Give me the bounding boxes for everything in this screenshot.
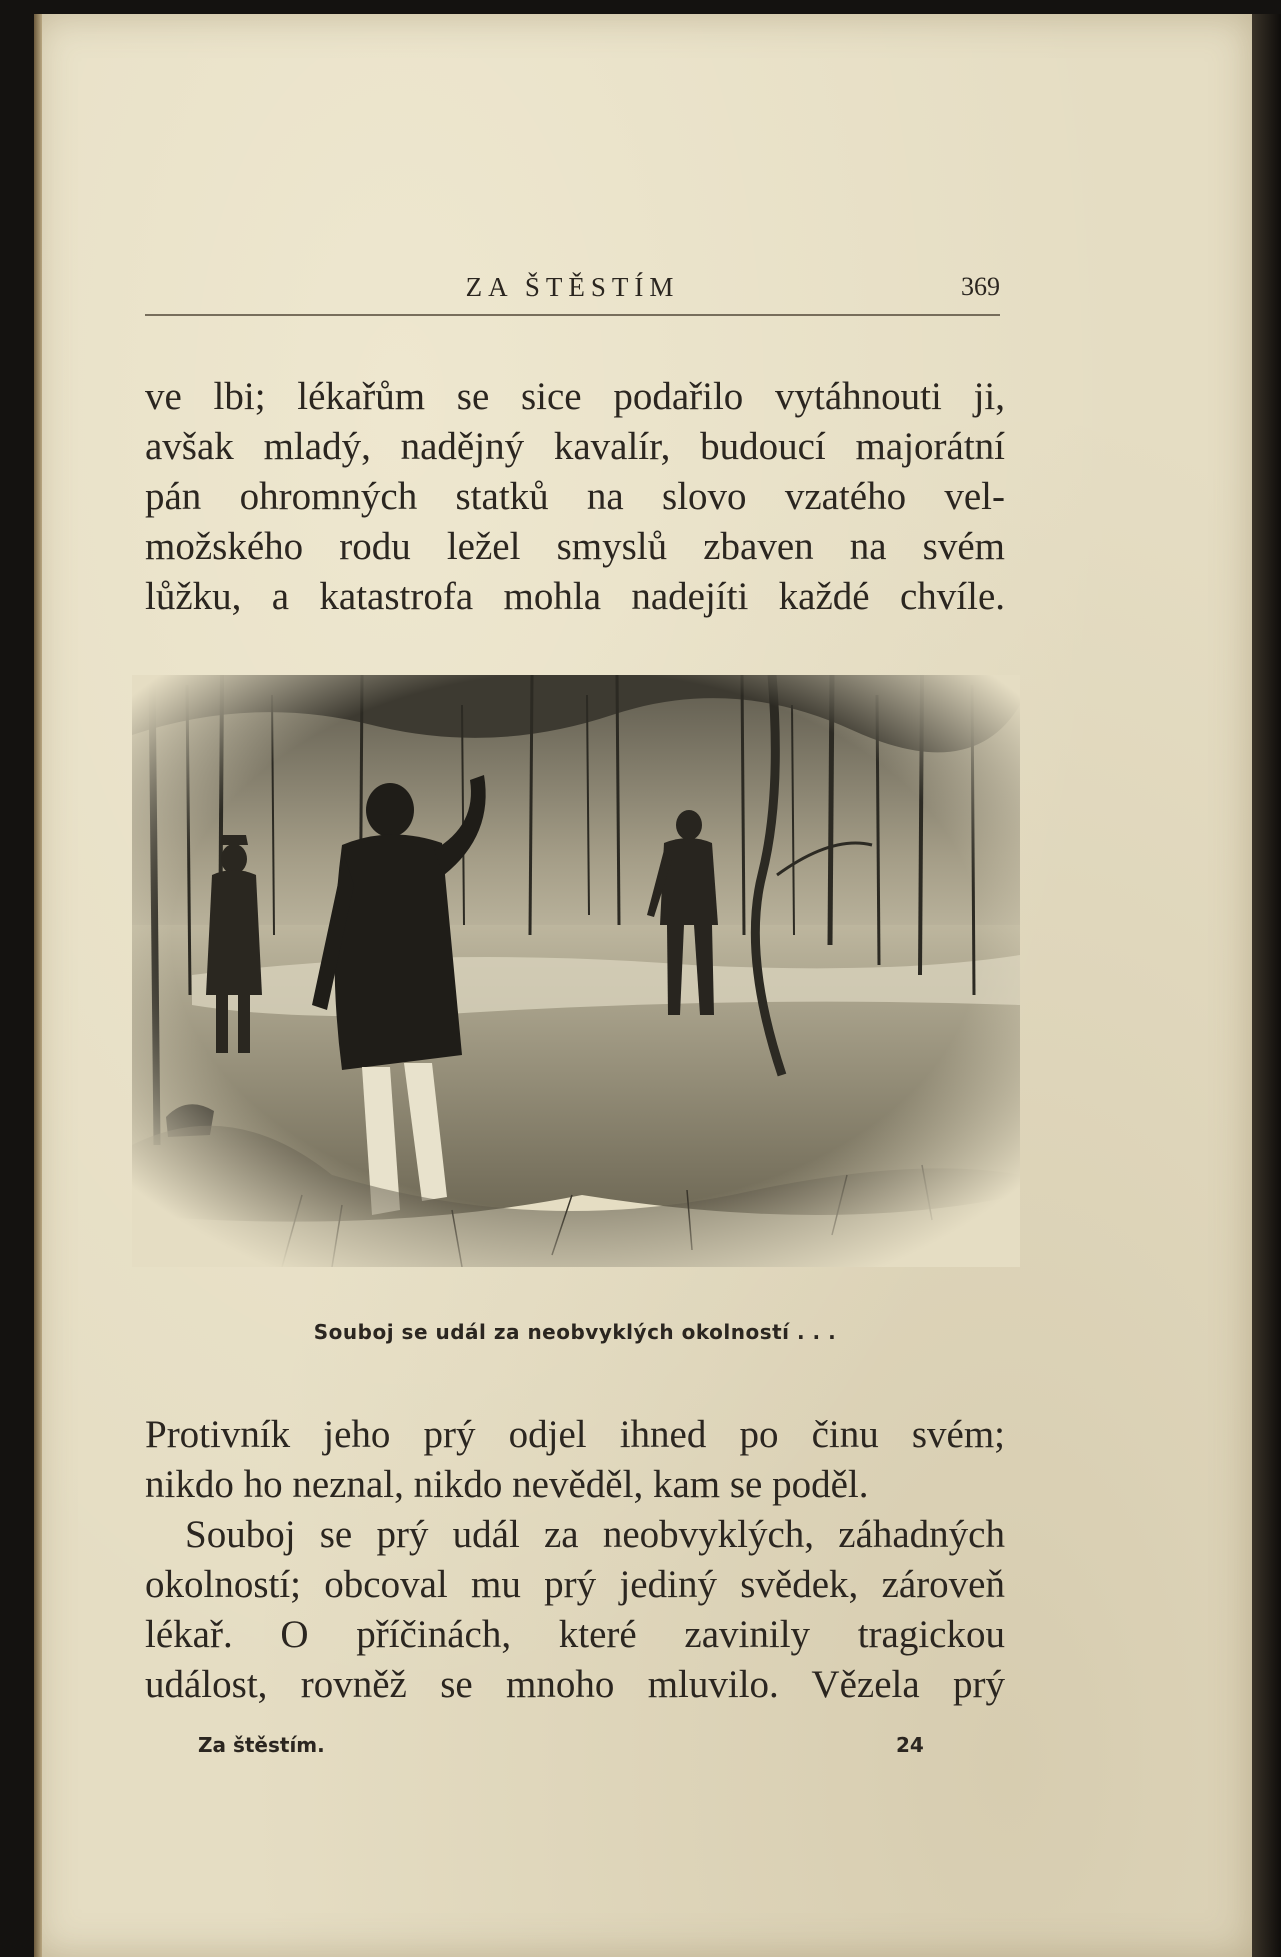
- text-line: pán ohromných statků na slovo vzatého vel-: [145, 475, 1005, 518]
- text-line: událost, rovněž se mnoho mluvilo. Vězela prý: [145, 1663, 1005, 1706]
- text-line: okolností; obcoval mu prý jediný svědek, zároveň: [145, 1563, 1005, 1606]
- text-line: avšak mladý, nadějný kavalír, budoucí majorátní: [145, 425, 1005, 468]
- page-edge-shadow: [1252, 14, 1281, 1957]
- footer-book-title: Za štěstím.: [198, 1733, 325, 1757]
- page-number: 369: [961, 272, 1000, 301]
- running-title: ZA ŠTĚSTÍM: [465, 272, 680, 302]
- book-gutter: [34, 14, 42, 1957]
- text-line: Souboj se prý udál za neobvyklých, záhadných: [185, 1513, 1005, 1556]
- page-header: [145, 272, 1000, 318]
- illustration-caption: Souboj se udál za neobvyklých okolností . . .: [313, 1320, 837, 1344]
- paragraph-3: [145, 1510, 1005, 1710]
- text-line: lékař. O příčinách, které zavinily tragickou: [145, 1613, 1005, 1656]
- footer-signature: 24: [896, 1733, 924, 1757]
- text-line: nikdo ho neznal, nikdo nevěděl, kam se poděl.: [145, 1463, 869, 1506]
- text-line: ve lbi; lékařům se sice podařilo vytáhnouti ji,: [145, 375, 1005, 418]
- duel-illustration: [132, 675, 1020, 1267]
- paragraph-2: [145, 1410, 1005, 1510]
- header-rule: [145, 314, 1000, 316]
- forest-duel-engraving: [132, 675, 1020, 1267]
- text-line: Protivník jeho prý odjel ihned po činu svém;: [145, 1413, 1005, 1456]
- paragraph-1: [145, 372, 1005, 622]
- text-line: možského rodu ležel smyslů zbaven na svém: [145, 525, 1005, 568]
- text-line: lůžku, a katastrofa mohla nadejíti každé chvíle.: [145, 575, 1005, 618]
